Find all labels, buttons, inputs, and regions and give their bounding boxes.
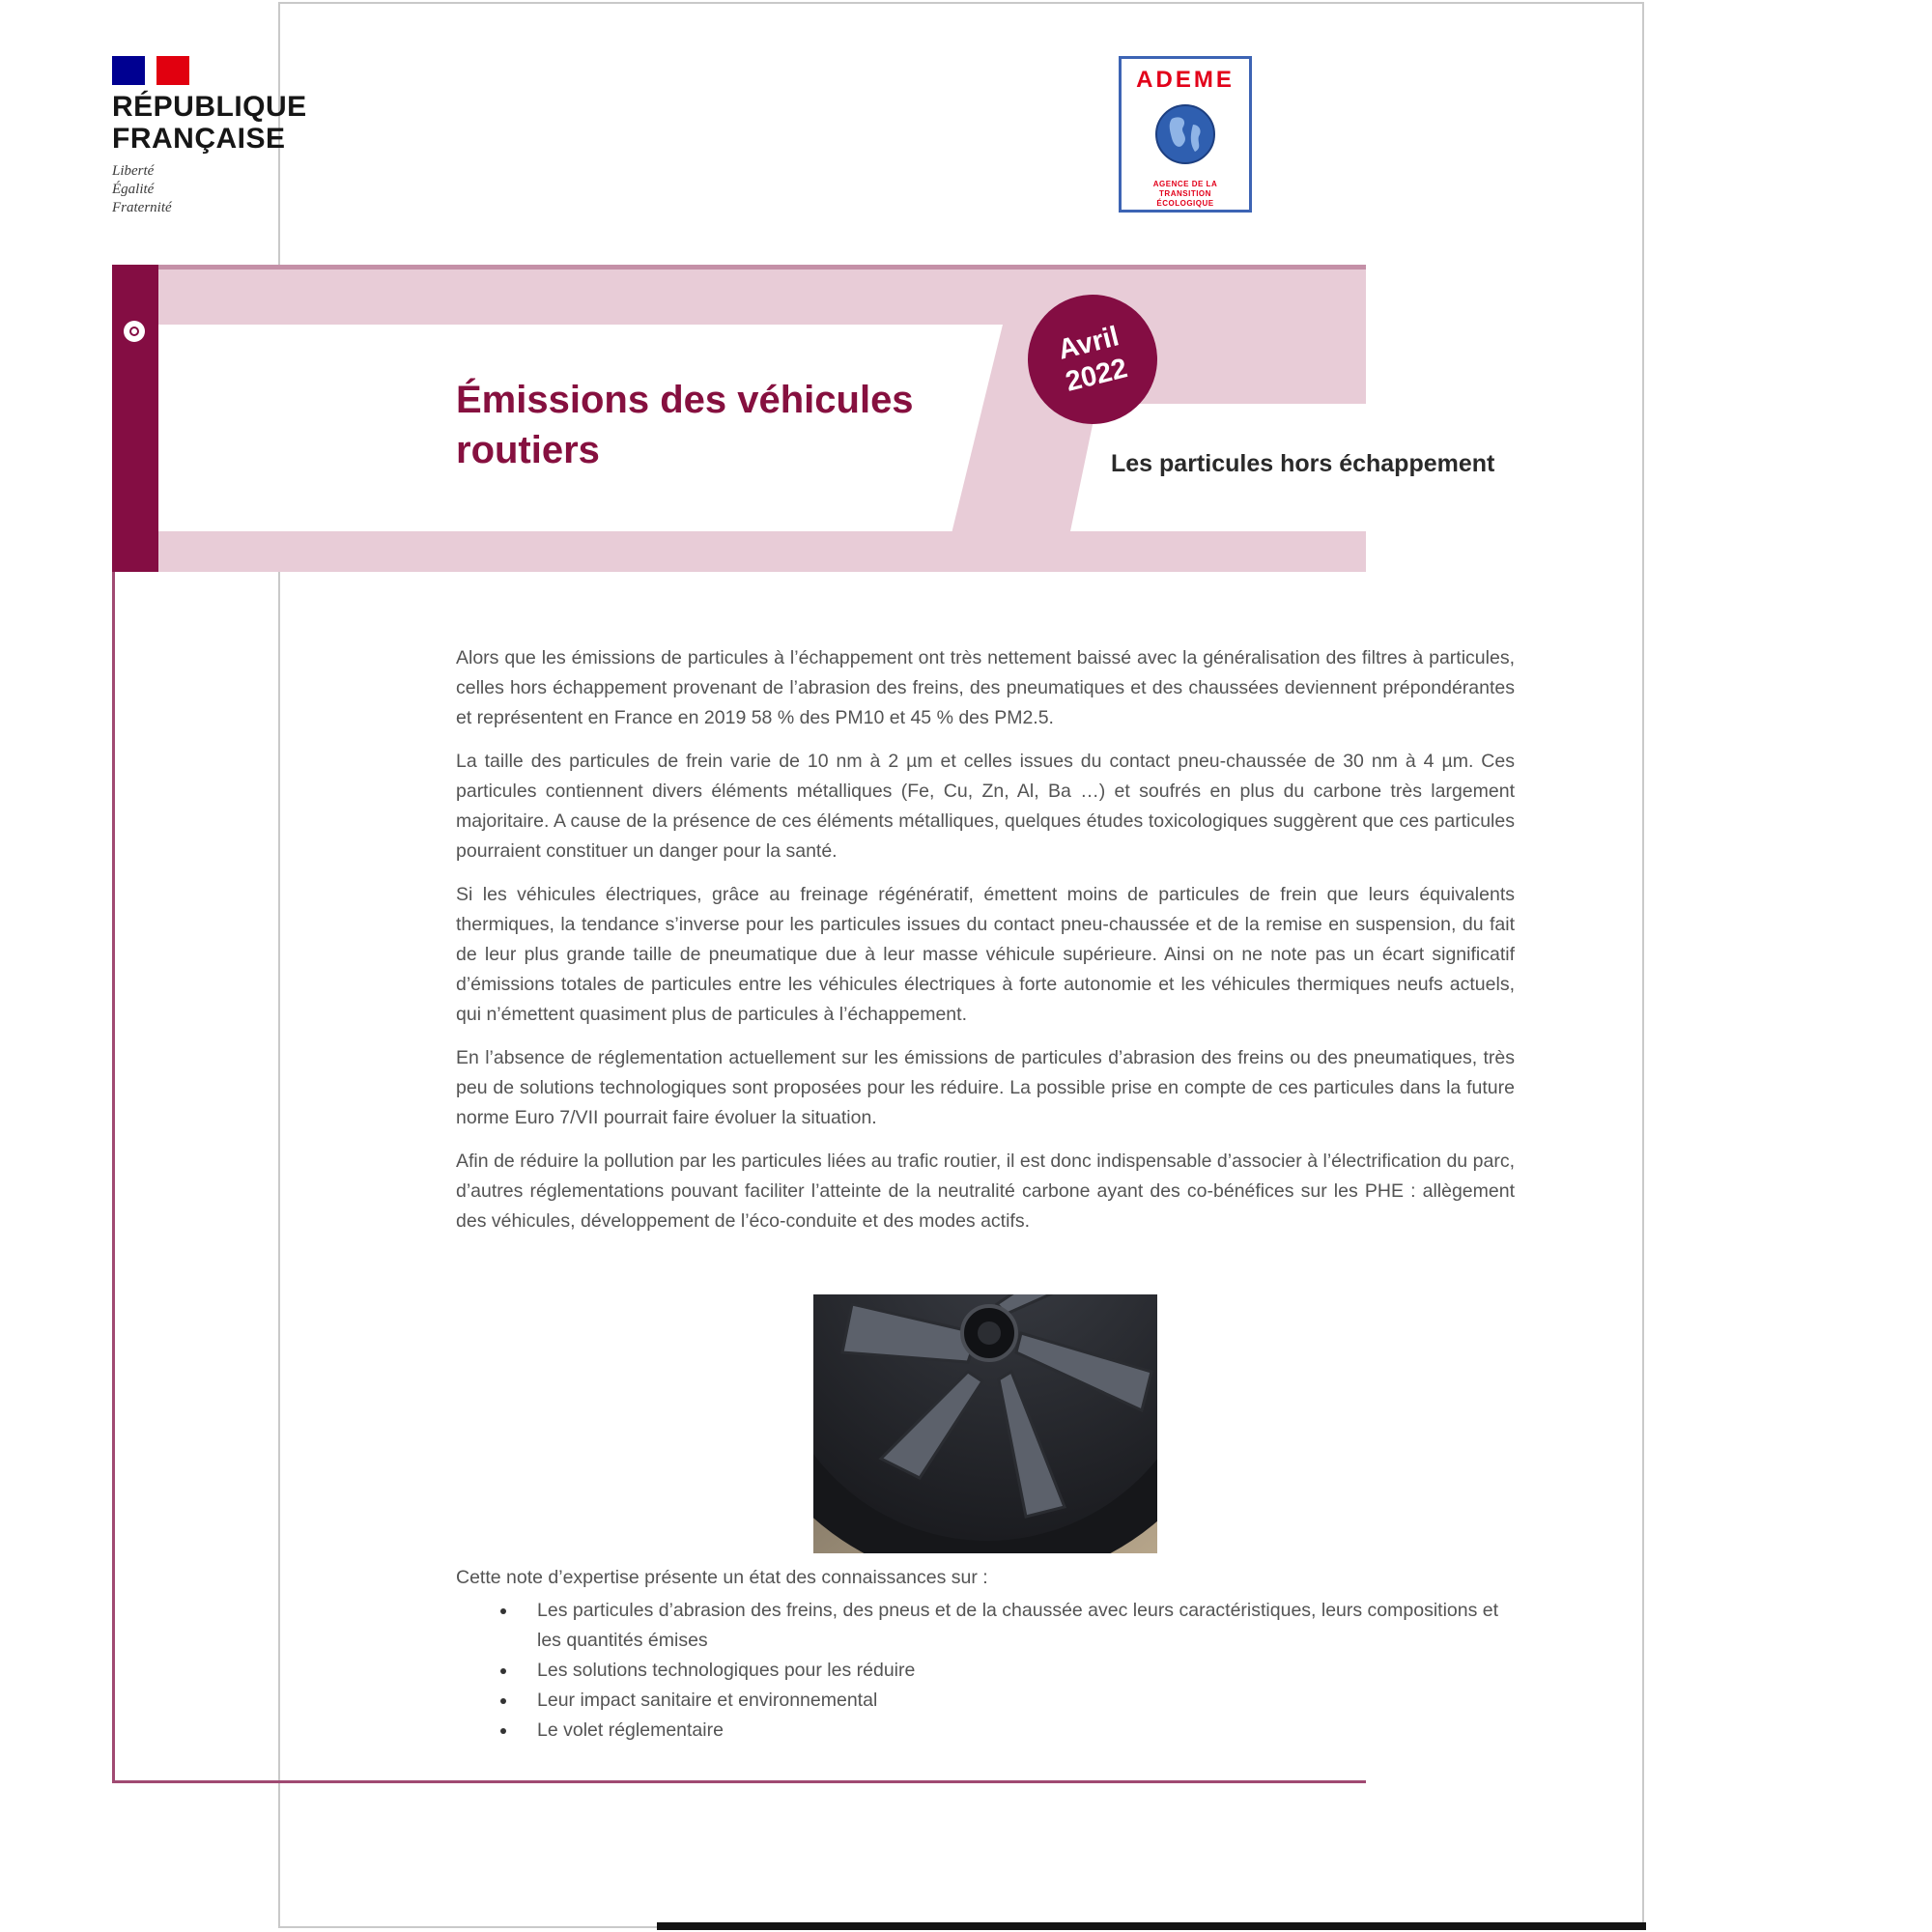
rf-line: FRANÇAISE (112, 123, 286, 155)
republique-francaise-name (112, 91, 307, 155)
date-year: 2022 (1062, 353, 1131, 398)
ademe-subtitle (1122, 180, 1249, 209)
paragraph: Afin de réduire la pollution par les particules liées au trafic routier, il est donc indispensable d’associer à l’électrification du parc, d’autres réglementations pouvant faciliter l’atteinte de la neutralité carbone ayant des co-bénéfices sur les PHE : allègement des véhicules, développement de l’éco-conduite et des modes actifs. (456, 1151, 1515, 1232)
french-flag-icon (112, 56, 189, 85)
list-item: Les particules d’abrasion des freins, des pneus et de la chaussée avec leurs caractéristiques, leurs compositions et les quantités émises (495, 1596, 1509, 1656)
expertise-icon (124, 321, 145, 342)
ademe-name: ADEME (1136, 67, 1235, 93)
body-text (456, 643, 1515, 1250)
section-label: EXPERTISES (124, 643, 146, 775)
wheel-photo (813, 1294, 1157, 1553)
paragraph: Alors que les émissions de particules à l’échappement ont très nettement baissé avec la généralisation des filtres à particules, celles hors échappement provenant de l’abrasion des freins, des pneumatiques et des chaussées deviennent prépondérantes et représentent en France en 2019 58 % des PM10 et 45 % des PM2.5. (456, 647, 1515, 728)
date-month: Avril (1055, 321, 1122, 366)
republique-francaise-logo (112, 56, 307, 217)
paragraph: En l’absence de réglementation actuellement sur les émissions de particules d’abrasion des freins ou des pneumatiques, très peu de solutions technologiques sont proposées pour les réduire. La possible prise en compte de ces particules dans la future norme Euro 7/VII pourrait faire évoluer la situation. (456, 1047, 1515, 1128)
motto-line: Fraternité (112, 200, 172, 215)
list-item: Le volet réglementaire (495, 1716, 1509, 1746)
section-sidebar (112, 265, 158, 775)
list-item: Leur impact sanitaire et environnemental (495, 1686, 1509, 1716)
ademe-logo (1119, 56, 1252, 213)
summary-list (495, 1596, 1509, 1746)
rf-motto (112, 162, 307, 217)
list-item: Les solutions technologiques pour les réduire (495, 1656, 1509, 1686)
paragraph: Si les véhicules électriques, grâce au freinage régénératif, émettent moins de particules de frein que leurs équivalents thermiques, la tendance s’inverse pour les particules issues du contact pneu-chaussée et de la remise en suspension, du fait de leur plus grande taille de pneumatique due à leur masse véhicule supérieure. Ainsi on ne note pas un écart significatif d’émissions totales de particules entre les véhicules électriques à forte autonomie et les véhicules thermiques neufs actuels, qui n’émettent quasiment plus de particules à l’échappement. (456, 884, 1515, 1025)
paragraph: La taille des particules de frein varie de 10 nm à 2 µm et celles issues du contact pneu-chaussée de 30 nm à 4 µm. Ces particules contiennent divers éléments métalliques (Fe, Cu, Zn, Al, Ba …) et soufrés en plus du carbone très largement majoritaire. A cause de la présence de ces éléments métalliques, quelques études toxicologiques suggèrent que ces particules pourraient constituer un danger pour la santé. (456, 751, 1515, 862)
page-subtitle: Les particules hors échappement (1111, 450, 1495, 477)
ademe-subtitle-line: ÉCOLOGIQUE (1156, 199, 1214, 208)
motto-line: Liberté (112, 163, 155, 179)
page-title: Émissions des véhicules routiers (456, 379, 914, 471)
ademe-subtitle-line: TRANSITION (1159, 189, 1211, 198)
rf-line: RÉPUBLIQUE (112, 91, 307, 123)
ademe-subtitle-line: AGENCE DE LA (1152, 180, 1218, 188)
globe-icon (1154, 103, 1216, 165)
motto-line: Égalité (112, 182, 155, 197)
summary-intro: Cette note d’expertise présente un état des connaissances sur : (456, 1567, 988, 1588)
scroll-indicator (657, 1922, 1646, 1930)
